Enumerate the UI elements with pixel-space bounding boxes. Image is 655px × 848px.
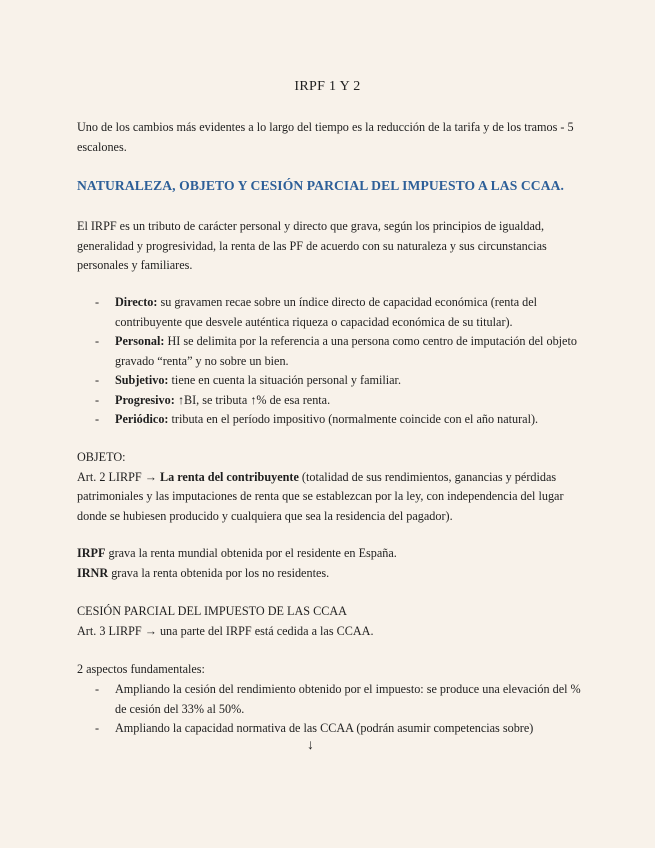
feature-text: tributa en el período impositivo (normalmente coincide con el año natural). xyxy=(168,412,539,426)
list-item xyxy=(77,371,582,391)
page-title: IRPF 1 Y 2 xyxy=(294,79,361,94)
objeto-section xyxy=(77,448,582,526)
objeto-rest: (totalidad de sus rendimientos, ganancias y pérdidas patrimoniales y las imputaciones de renta que se establezcan por la ley, con independencia del lugar donde se hubiesen producido y cualquiera que sea la residencia del pagador). xyxy=(77,469,564,523)
features-list xyxy=(77,293,582,430)
aspecto-text: Ampliando la cesión del rendimiento obtenido por el impuesto: se produce una elevación del % de cesión del 33% al 50%. xyxy=(115,682,581,716)
irpf-term: IRPF xyxy=(77,546,106,560)
feature-text: su gravamen recae sobre un índice directo de capacidad económica (renta del contribuyente que desvele auténtica riqueza o capacidad económica de su titular). xyxy=(115,295,538,329)
intro-paragraph: Uno de los cambios más evidentes a lo largo del tiempo es la reducción de la tarifa y de los tramos - 5 escalones. xyxy=(77,120,574,154)
aspectos-list xyxy=(77,680,582,739)
down-arrow-icon: ↓ xyxy=(307,738,314,753)
cesion-text: Art. 3 LIRPF → una parte del IRPF está cedida a las CCAA. xyxy=(77,623,374,638)
objeto-bold: La renta del contribuyente xyxy=(159,469,299,484)
list-item xyxy=(77,293,582,332)
list-item xyxy=(77,391,582,411)
list-dash: - xyxy=(95,334,100,348)
aspecto-text: Ampliando la capacidad normativa de las CCAA (podrán asumir competencias sobre) xyxy=(115,721,534,735)
feature-term: Progresivo: xyxy=(115,392,175,407)
list-dash: - xyxy=(95,412,100,426)
cesion-section xyxy=(77,602,582,641)
list-item xyxy=(77,680,582,719)
list-item xyxy=(77,410,582,430)
tax-scope-section xyxy=(77,544,582,583)
irnr-text: grava la renta obtenida por los no residentes. xyxy=(108,565,330,580)
list-dash: - xyxy=(95,295,100,309)
feature-term: Subjetivo: xyxy=(115,373,169,387)
objeto-label: OBJETO: xyxy=(77,450,126,464)
feature-term: Directo: xyxy=(115,295,158,309)
section-heading: NATURALEZA, OBJETO Y CESIÓN PARCIAL DEL IMPUESTO A LAS CCAA. xyxy=(77,178,565,193)
feature-text: ↑BI, se tributa ↑% de esa renta. xyxy=(174,392,331,407)
aspectos-label: 2 aspectos fundamentales: xyxy=(77,662,205,676)
list-item xyxy=(77,332,582,371)
list-dash: - xyxy=(95,682,100,696)
list-dash: - xyxy=(95,721,100,735)
irnr-term: IRNR xyxy=(77,565,109,580)
irpf-text: grava la renta mundial obtenida por el residente en España. xyxy=(105,546,397,560)
feature-term: Personal: xyxy=(115,334,165,348)
irnr-line xyxy=(77,564,582,584)
feature-text: HI se delimita por la referencia a una persona como centro de imputación del objeto gravado “renta” y no sobre un bien. xyxy=(115,334,577,368)
list-item xyxy=(77,719,582,739)
feature-text: tiene en cuenta la situación personal y familiar. xyxy=(168,373,401,387)
list-dash: - xyxy=(95,392,100,407)
objeto-prefix: Art. 2 LIRPF → xyxy=(77,469,160,484)
list-dash: - xyxy=(95,373,100,387)
objeto-paragraph xyxy=(77,468,582,527)
irpf-line xyxy=(77,544,582,564)
cesion-label: CESIÓN PARCIAL DEL IMPUESTO DE LAS CCAA xyxy=(77,604,347,618)
definition-paragraph: El IRPF es un tributo de carácter personal y directo que grava, según los principios de igualdad, generalidad y progresividad, la renta de las PF de acuerdo con su naturaleza y sus circunstancias personales y familiares. xyxy=(77,219,547,272)
feature-term: Periódico: xyxy=(115,412,169,426)
